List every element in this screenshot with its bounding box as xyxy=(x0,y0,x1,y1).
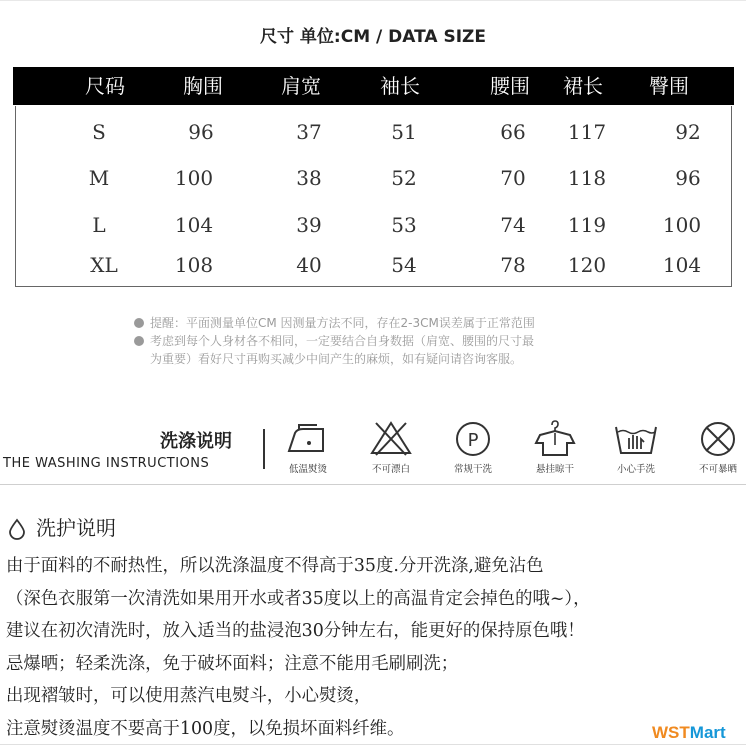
section-divider xyxy=(0,484,746,485)
size-table-body xyxy=(15,106,732,287)
note-consider xyxy=(134,332,535,350)
table-cell: 100 xyxy=(174,166,214,190)
dry-clean-label: 常规干洗 xyxy=(453,464,492,475)
table-cell: 96 xyxy=(188,120,214,144)
note-consider-text-1: 考虑到每个人身材各不相同，一定要结合自身数据（肩宽、腰围的尺寸最 xyxy=(150,334,535,348)
watermark-part1: WST xyxy=(652,723,690,742)
table-cell: 96 xyxy=(675,166,701,190)
table-cell: 108 xyxy=(174,253,214,277)
header-length: 裙长 xyxy=(563,74,603,98)
note-consider-text-2: 为重要）看好尺寸再购买减少中间产生的麻烦，如有疑问请咨询客服。 xyxy=(150,352,523,366)
care-line: 由于面料的不耐热性，所以洗涤温度不得高于35度.分开洗涤,避免沾色 xyxy=(6,556,544,576)
table-cell: 118 xyxy=(567,166,607,190)
header-waist: 腰围 xyxy=(490,74,530,98)
header-shoulder: 肩宽 xyxy=(281,74,321,98)
header-size: 尺码 xyxy=(85,74,125,98)
table-cell: 92 xyxy=(675,120,701,144)
table-cell: 70 xyxy=(500,166,526,190)
table-cell: 117 xyxy=(567,120,607,144)
table-cell: 74 xyxy=(500,213,526,237)
care-line: 建议在初次清洗时，放入适当的盐浸泡30分钟左右，能更好的保持原色哦！ xyxy=(6,621,585,641)
washing-divider xyxy=(263,429,265,469)
table-cell: 52 xyxy=(391,166,417,190)
table-cell: 39 xyxy=(296,213,322,237)
care-instructions xyxy=(6,550,591,745)
water-drop-icon xyxy=(8,518,26,540)
low-temp-iron-item xyxy=(280,419,336,475)
no-tumble-dry-item xyxy=(690,419,746,475)
care-line: （深色衣服第一次清洗如果用开水或者35度以上的高温肯定会掉色的哦~）， xyxy=(6,588,591,609)
table-cell: 78 xyxy=(500,253,526,277)
hand-wash-icon xyxy=(611,419,661,459)
dry-clean-letter: P xyxy=(467,430,479,451)
header-sleeve: 袖长 xyxy=(380,74,420,98)
table-cell: 54 xyxy=(391,253,417,277)
table-cell: 119 xyxy=(567,213,607,237)
table-cell: 37 xyxy=(296,120,322,144)
no-tumble-dry-label: 不可暴晒 xyxy=(698,464,737,475)
care-line: 忌爆晒；轻柔洗涤，免于破坏面料；注意不能用毛刷刷洗； xyxy=(6,653,459,674)
watermark-logo xyxy=(652,723,726,743)
size-title: 尺寸 单位:CM / DATA SIZE xyxy=(260,27,486,47)
table-cell: 38 xyxy=(296,166,322,190)
header-bust: 胸围 xyxy=(183,74,223,98)
low-temp-iron-label: 低温熨烫 xyxy=(288,464,327,475)
hang-dry-item xyxy=(527,419,583,475)
table-cell: L xyxy=(92,213,106,237)
table-cell: 66 xyxy=(500,120,526,144)
washing-title-cn: 洗涤说明 xyxy=(160,431,232,452)
note-reminder-text: 提醒：平面测量单位CM 因测量方法不同，存在2-3CM误差属于正常范围 xyxy=(150,316,535,330)
hang-dry-label: 悬挂晾干 xyxy=(535,464,574,475)
table-cell: 40 xyxy=(296,253,322,277)
bullet-icon xyxy=(134,336,144,346)
dry-clean-item xyxy=(445,419,501,475)
no-bleach-label: 不可漂白 xyxy=(371,464,410,475)
table-cell: 100 xyxy=(662,213,702,237)
washing-title-en: THE WASHING INSTRUCTIONS xyxy=(3,456,210,471)
dry-clean-p-icon xyxy=(448,419,498,459)
measurement-notes xyxy=(134,314,535,368)
table-cell: 53 xyxy=(391,213,417,237)
hand-wash-item xyxy=(608,419,664,475)
note-consider-cont xyxy=(134,350,535,368)
low-temp-iron-icon xyxy=(283,419,333,459)
no-bleach-item xyxy=(363,419,419,475)
hand-wash-label: 小心手洗 xyxy=(616,464,655,475)
care-line: 注意熨烫温度不要高于100度，以免损坏面料纤维。 xyxy=(6,718,405,739)
hang-dry-icon xyxy=(530,419,580,459)
table-cell: 51 xyxy=(391,120,417,144)
no-tumble-dry-icon xyxy=(693,419,743,459)
top-divider xyxy=(0,0,746,1)
table-cell: S xyxy=(92,120,106,144)
care-title-text: 洗护说明 xyxy=(36,516,116,540)
table-cell: 104 xyxy=(662,253,702,277)
header-hip: 臀围 xyxy=(649,74,689,98)
table-cell: XL xyxy=(90,253,118,277)
size-table-header xyxy=(13,67,734,105)
table-cell: M xyxy=(88,166,110,190)
table-cell: 104 xyxy=(174,213,214,237)
note-reminder xyxy=(134,314,535,332)
no-bleach-icon xyxy=(366,419,416,459)
watermark-part2: Mart xyxy=(689,723,726,742)
care-line: 出现褶皱时，可以使用蒸汽电熨斗，小心熨烫， xyxy=(6,686,372,706)
bullet-icon xyxy=(134,318,144,328)
table-cell: 120 xyxy=(567,253,607,277)
